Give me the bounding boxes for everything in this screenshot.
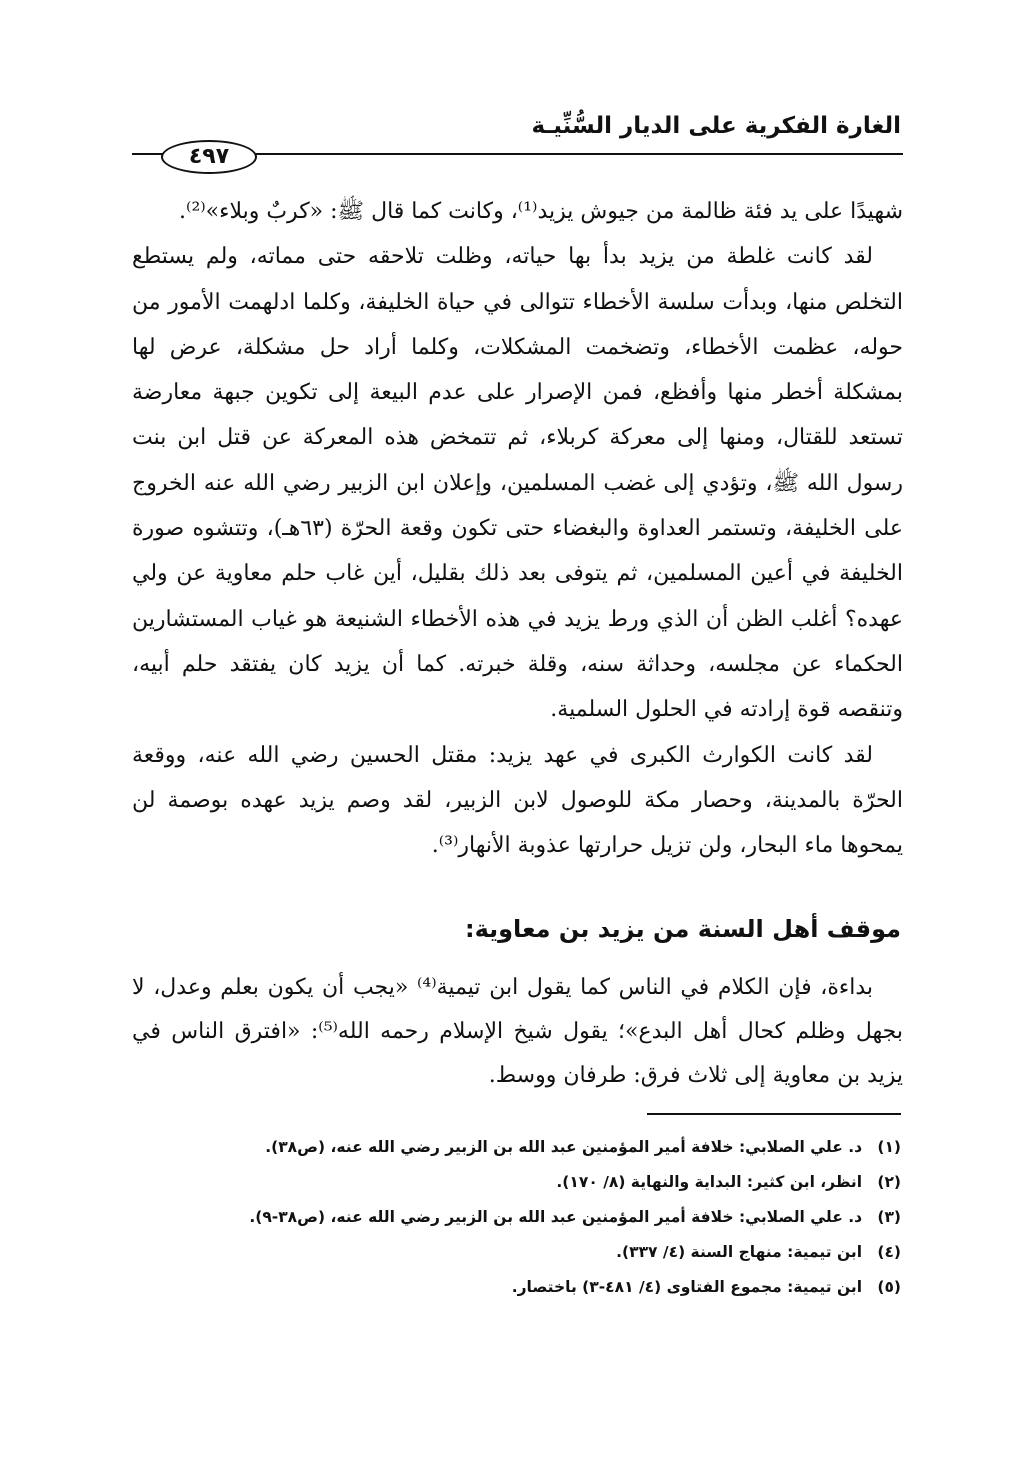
footnote-item (130, 1235, 901, 1270)
paragraph-2: لقد كانت غلطة من يزيد بدأ بها حياته، وظلت تلاحقه حتى مماته، ولم يستطع التخلص منها، وبدأت سلسة الأخطاء تتوالى في حياة الخليفة، وكلما ادلهمت الأمور من حوله، عظمت الأخطاء، وتضخمت المشكلات، وكلما أراد حل مشكلة، عرض لها بمشكلة أخطر منها وأفظع، فمن الإصرار على عدم البيعة إلى تكوين جبهة معارضة تستعد للقتال، ومنها إلى معركة كربلاء، ثم تتمخض هذه المعركة عن قتل ابن بنت رسول الله ﷺ، وتؤدي إلى غضب المسلمين، وإعلان ابن الزبير رضي الله عنه الخروج على الخليفة، وتستمر العداوة والبغضاء حتى تكون وقعة الحرّة (٦٣هـ)، وتتشوه صورة الخليفة في أعين المسلمين، ثم يتوفى بعد ذلك بقليل، أين غاب حلم معاوية عن ولي عهده؟ أغلب الظن أن الذي ورط يزيد في هذه الأخطاء الشنيعة هو غياب المستشارين الحكماء عن مجلسه، وحداثة سنه، وقلة خبرته. كما أن يزيد كان يفتقد حلم أبيه، وتنقصه قوة إرادته في الحلول السلمية. (132, 244, 903, 723)
footnote-item (130, 1270, 901, 1305)
running-header-title: الغارة الفكرية على الديار السُّنِّيـة (531, 113, 901, 139)
paragraph-3: لقد كانت الكوارث الكبرى في عهد يزيد: مقتل الحسين رضي الله عنه، ووقعة الحرّة بالمدينة، وحصار مكة للوصول لابن الزبير، لقد وصم يزيد عهده بوصمة لن يمحوها ماء البحار، ولن تزيل حرارتها عذوبة الأنهار⁽³⁾. (132, 742, 903, 859)
footnote-number: (٥) (877, 1278, 901, 1296)
footnote-item (130, 1165, 901, 1200)
footnote-item (130, 1200, 901, 1235)
footnote-divider (647, 1113, 901, 1115)
page-number-badge: ٤٩٧ (161, 140, 257, 174)
footnote-number: (٢) (877, 1173, 901, 1191)
footnote-number: (٤) (877, 1243, 901, 1261)
footnote-number: (١) (877, 1138, 901, 1156)
footnote-text: ابن تيمية: منهاج السنة (٤/ ٣٣٧). (616, 1243, 863, 1261)
section-heading: موقف أهل السنة من يزيد بن معاوية: (464, 915, 901, 943)
footnote-number: (٣) (877, 1208, 901, 1226)
main-text-block (132, 189, 903, 868)
footnote-text: ابن تيمية: مجموع الفتاوى (٤/ ٤٨١-٣) باختصار. (511, 1278, 863, 1296)
footnote-text: د. علي الصلابي: خلافة أمير المؤمنين عبد الله بن الزبير رضي الله عنه، (ص٣٨). (265, 1138, 863, 1156)
footnote-text: د. علي الصلابي: خلافة أمير المؤمنين عبد الله بن الزبير رضي الله عنه، (ص٣٨-٩). (249, 1208, 863, 1226)
footnotes-list (130, 1130, 901, 1305)
paragraph-1: شهيدًا على يد فئة ظالمة من جيوش يزيد⁽¹⁾، وكانت كما قال ﷺ: «كربٌ وبلاء»⁽²⁾. (179, 199, 903, 224)
section-paragraph: بداءة، فإن الكلام في الناس كما يقول ابن تيمية⁽⁴⁾ «يجب أن يكون بعلم وعدل، لا بجهل وظلم كحال أهل البدع»؛ يقول شيخ الإسلام رحمه الله⁽⁵⁾: «افترق الناس في يزيد بن معاوية إلى ثلاث فرق: طرفان ووسط. (132, 975, 903, 1088)
footnote-item (130, 1130, 901, 1165)
footnote-text: انظر، ابن كثير: البداية والنهاية (٨/ ١٧٠). (556, 1173, 863, 1191)
